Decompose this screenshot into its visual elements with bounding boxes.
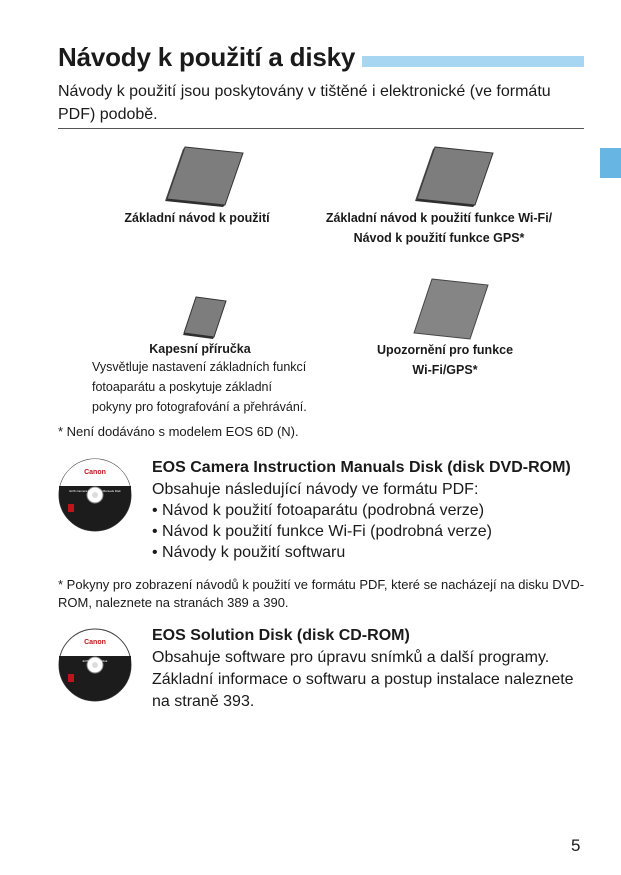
notice-label: [350, 340, 540, 380]
wifi-manual-illustration: [405, 145, 495, 207]
pocket-desc-line1: Vysvětluje nastavení základních funkcí: [92, 360, 307, 374]
intro-paragraph: Návody k použití jsou poskytovány v tištěné i elektronické (ve formátu PDF) podobě.: [58, 83, 551, 123]
disc2-brand: Canon: [84, 639, 106, 646]
pocket-desc-line3: pokyny pro fotografování a přehrávání.: [92, 400, 307, 414]
disk1-description: Obsahuje následující návody ve formátu PDF:: [152, 481, 479, 498]
disc2-label: EOS Solution Disk: [82, 659, 108, 663]
wifi-manual-label-line1: Základní návod k použití funkce Wi-Fi/: [325, 211, 553, 225]
page-number: 5: [571, 836, 581, 855]
wifi-manual-label: [305, 208, 573, 248]
disk1-title: EOS Camera Instruction Manuals Disk (disk DVD-ROM): [152, 459, 571, 476]
list-item: • Návod k použití funkce Wi-Fi (podrobná verze): [152, 521, 492, 542]
list-item: • Návod k použití fotoaparátu (podrobná verze): [152, 500, 492, 521]
basic-manual-illustration: [155, 145, 245, 207]
basic-manual-label: Základní návod k použití: [124, 211, 270, 225]
disc1-label: EOS Camera Instruction Manuals Disk: [69, 489, 121, 493]
notice-label-line2: Wi-Fi/GPS*: [412, 363, 478, 377]
disk2-description: Obsahuje software pro úpravu snímků a další programy. Základní informace o softwaru a postup instalace naleznete na straně 393.: [152, 649, 574, 710]
footnote-not-supplied: * Není dodáváno s modelem EOS 6D (N).: [58, 424, 299, 439]
pocket-desc-line2: fotoaparátu a poskytuje základní: [92, 380, 272, 394]
title-accent-bar: [362, 56, 584, 67]
page-title: Návody k použití a disky: [58, 42, 356, 72]
chapter-tab: [600, 148, 621, 178]
list-item: • Návody k použití softwaru: [152, 542, 492, 563]
dvd-disc-icon: [58, 458, 132, 532]
notice-sheet-illustration: [410, 277, 490, 341]
pocket-guide-label: Kapesní příručka: [149, 342, 251, 356]
disc1-brand: Canon: [84, 469, 106, 476]
cd-disc-icon: [58, 628, 132, 702]
title-rule: [58, 128, 584, 129]
disk2-title: EOS Solution Disk (disk CD-ROM): [152, 627, 410, 644]
footnote-pdf-instructions: * Pokyny pro zobrazení návodů k použití ve formátu PDF, které se nacházejí na disku DVD-ROM, naleznete na stranách 389 a 390.: [58, 577, 585, 610]
pocket-guide-illustration: [180, 295, 228, 339]
pocket-guide-description: [92, 357, 342, 417]
wifi-manual-label-line2: Návod k použití funkce GPS*: [353, 231, 525, 245]
disk1-contents-list: [152, 500, 492, 563]
notice-label-line1: Upozornění pro funkce: [376, 343, 514, 357]
